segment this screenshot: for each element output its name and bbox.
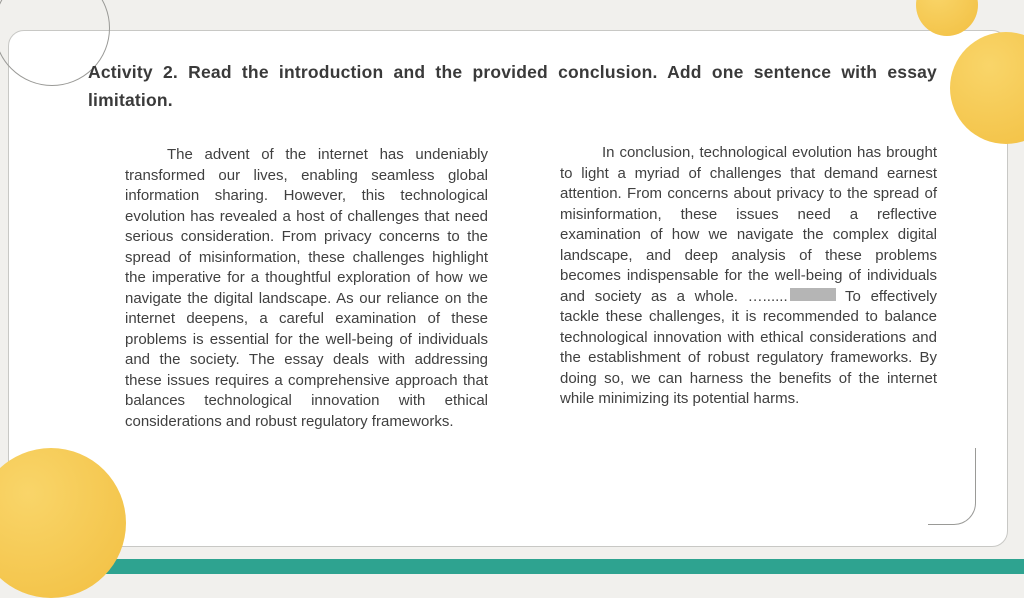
blank-placeholder (790, 288, 836, 301)
corner-bracket-decoration (928, 448, 976, 525)
conclusion-text-after-blank: To effectively tackle these challenges, it is recommended to balance technological innovation with ethical considerations and the establishment of robust regulatory frameworks. By doing so, we can harness the benefits of the internet while minimizing its potential harms. (560, 287, 937, 407)
slide-title: Activity 2. Read the introduction and the provided conclusion. Add one sentence with essay limitation. (88, 62, 937, 110)
ellipsis-dots: …...... (747, 287, 788, 305)
conclusion-column (560, 143, 937, 410)
intro-column (125, 145, 488, 432)
intro-paragraph: The advent of the internet has undeniably transformed our lives, enabling seamless global information sharing. However, this technological evolution has revealed a host of challenges that need serious consideration. From privacy concerns to the spread of misinformation, these challenges highlight the imperative for a thoughtful exploration of how we navigate the digital landscape. As our reliance on the internet deepens, a careful examination of these problems is essential for the well-being of individuals and the society. The essay deals with addressing these issues requires a comprehensive approach that balances technological innovation with ethical considerations and robust regulatory frameworks. (125, 146, 488, 430)
conclusion-text-before-blank: In conclusion, technological evolution has brought to light a myriad of challenges that demand earnest attention. From concerns about privacy to the spread of misinformation, these issues need a reflective examination of how we navigate the complex digital landscape, and deep analysis of these problems becomes indispensable for the well-being of individuals and society as a whole. (560, 144, 937, 305)
teal-footer-bar (100, 559, 1024, 574)
conclusion-paragraph (560, 143, 937, 410)
